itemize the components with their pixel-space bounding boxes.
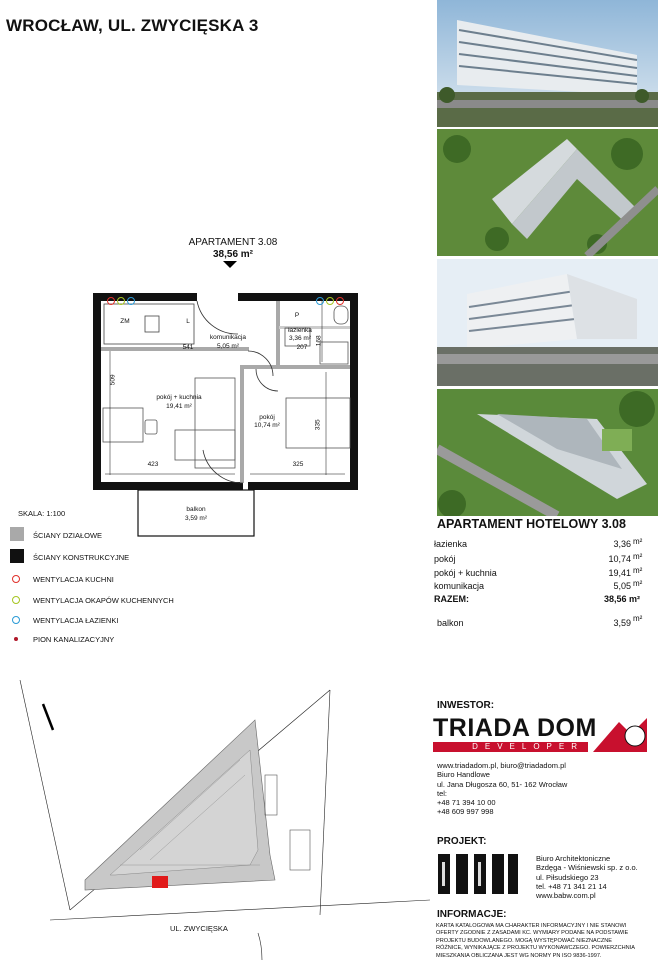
summary-row-label: łazienka [434, 539, 468, 549]
plan-vents-kitchen [107, 297, 135, 307]
investor-line: +48 609 997 998 [437, 807, 494, 817]
bath-vent-icon [316, 297, 324, 305]
dim-label: 168 [315, 335, 323, 347]
legend-swatch-partition [10, 527, 24, 541]
room-area: 3,59 m² [184, 515, 208, 522]
room-name: balkon [186, 506, 206, 513]
entry-arrow-icon [223, 261, 237, 269]
dim-label: 509 [109, 374, 117, 386]
drain-riser-icon [14, 637, 18, 641]
balcony-label: balkon [437, 618, 464, 628]
apartment-name: APARTAMENT 3.08 [188, 237, 278, 248]
kitchen-vent-icon [107, 297, 115, 305]
site-plan [0, 680, 430, 960]
summary-row-unit: m² [633, 566, 643, 575]
bath-vent-icon [127, 297, 135, 305]
project-heading: PROJEKT: [437, 836, 487, 847]
street-label: UL. ZWYCIĘSKA [170, 924, 228, 933]
architect-logo [434, 852, 520, 896]
summary-row-label: pokój + kuchnia [434, 568, 497, 578]
balcony-unit: m² [633, 614, 643, 623]
apartment-area: 38,56 m² [212, 249, 254, 260]
summary-row-value: 10,74 [608, 554, 631, 564]
room-area: 5,05 m² [216, 343, 240, 350]
investor-line: +48 71 394 10 00 [437, 798, 496, 808]
summary-row-value: 3,36 [613, 539, 631, 549]
investor-line: Biuro Handlowe [437, 770, 490, 780]
kitchen-vent-icon [336, 297, 344, 305]
legend-label: PION KANALIZACYJNY [33, 635, 115, 644]
summary-total-value: 38,56 m² [603, 594, 640, 604]
legend-label: ŚCIANY DZIAŁOWE [33, 531, 103, 540]
room-name: pokój + kuchnia [156, 394, 202, 401]
bath-vent-icon [12, 616, 20, 624]
legend-label: WENTYLACJA KUCHNI [33, 575, 114, 584]
rendering-2 [437, 129, 658, 256]
logo-sub-text: DEVELOPER [433, 742, 588, 752]
triada-dom-logo [433, 714, 653, 754]
dim-label: 207 [296, 344, 308, 351]
plan-mark-p: P [294, 312, 300, 319]
plan-vents-bathroom [316, 297, 344, 307]
rendering-3 [437, 259, 658, 386]
page-title: WROCŁAW, UL. ZWYCIĘSKA 3 [6, 16, 259, 35]
dim-label: 541 [182, 344, 194, 351]
info-line: MIESZKANIA OBLICZANA JEST WG NORMY PN ISO 9836-1997. [436, 952, 602, 959]
summary-row-unit: m² [633, 537, 643, 546]
legend-label: WENTYLACJA ŁAZIENKI [33, 616, 119, 625]
room-area: 10,74 m² [254, 422, 280, 429]
hood-vent-icon [117, 297, 125, 305]
project-line: tel. +48 71 341 21 14 [536, 881, 607, 891]
rendering-4 [437, 389, 658, 516]
summary-row-label: pokój [434, 554, 456, 564]
summary-row-unit: m² [633, 579, 643, 588]
summary-row-value: 5,05 [613, 581, 631, 591]
balcony-value: 3,59 [613, 618, 631, 628]
logo-main-text: TRIADA DOM [433, 714, 597, 742]
summary-row-unit: m² [633, 552, 643, 561]
room-area: 19,41 m² [166, 403, 192, 410]
info-line: KARTA KATALOGOWA MA CHARAKTER INFORMACYJNY I NIE STANOWI [436, 923, 627, 929]
investor-contact [437, 761, 637, 817]
legend-label: WENTYLACJA OKAPÓW KUCHENNYCH [33, 596, 174, 605]
scale-label: SKALA: 1:100 [18, 509, 66, 518]
room-name: pokój [259, 414, 275, 421]
legend-swatch-structural [10, 549, 24, 563]
dim-label: 423 [147, 461, 159, 468]
kitchen-vent-icon [12, 575, 20, 583]
info-heading: INFORMACJE: [437, 909, 507, 920]
hood-vent-icon [326, 297, 334, 305]
room-name: łazienka [288, 327, 312, 334]
legend-label: ŚCIANY KONSTRUKCYJNE [33, 553, 130, 562]
dim-label: 335 [314, 419, 322, 431]
project-line: ul. Piłsudskiego 23 [536, 872, 599, 882]
logo-emblem-icon [591, 714, 651, 754]
investor-line: ul. Jana Długosza 60, 51- 162 Wrocław [437, 779, 568, 789]
summary-total-label: RAZEM: [434, 594, 469, 604]
plan-mark-zm: ZM [120, 318, 130, 325]
summary-row-label: komunikacja [434, 581, 485, 591]
project-contact [536, 854, 656, 900]
rendering-1 [437, 0, 658, 127]
summary-title: APARTAMENT HOTELOWY 3.08 [437, 517, 626, 531]
investor-heading: INWESTOR: [437, 700, 495, 711]
investor-line: tel: [437, 788, 448, 798]
investor-line: www.triadadom.pl, biuro@triadadom.pl [437, 761, 566, 770]
info-text [436, 923, 658, 960]
summary-row-value: 19,41 [608, 568, 631, 578]
project-line: Biuro Architektoniczne [536, 854, 611, 863]
dim-label: 325 [292, 461, 304, 468]
hood-vent-icon [12, 596, 20, 604]
project-line: www.babw.com.pl [536, 891, 596, 901]
north-arrow-icon [38, 700, 58, 734]
plan-mark-l: L [186, 318, 190, 325]
info-line: RÓŻNICE, WYNIKAJĄCE Z PROJEKTU WYKONAWCZEGO. POWIERZCHNIA [436, 945, 636, 952]
room-area: 3,36 m² [288, 335, 312, 342]
info-line: PROJEKTU BUDOWLANEGO. MOGĄ WYSTĘPOWAĆ NIEZNACZNE [436, 937, 613, 944]
info-line: OFERTY ZGODNIE Z ZASADAMI KC. WYMIARY PODANE NA PODSTAWIE [436, 930, 629, 937]
project-line: Bzdęga - Wiśniewski sp. z o.o. [536, 863, 638, 873]
room-name: komunikacja [209, 334, 247, 341]
